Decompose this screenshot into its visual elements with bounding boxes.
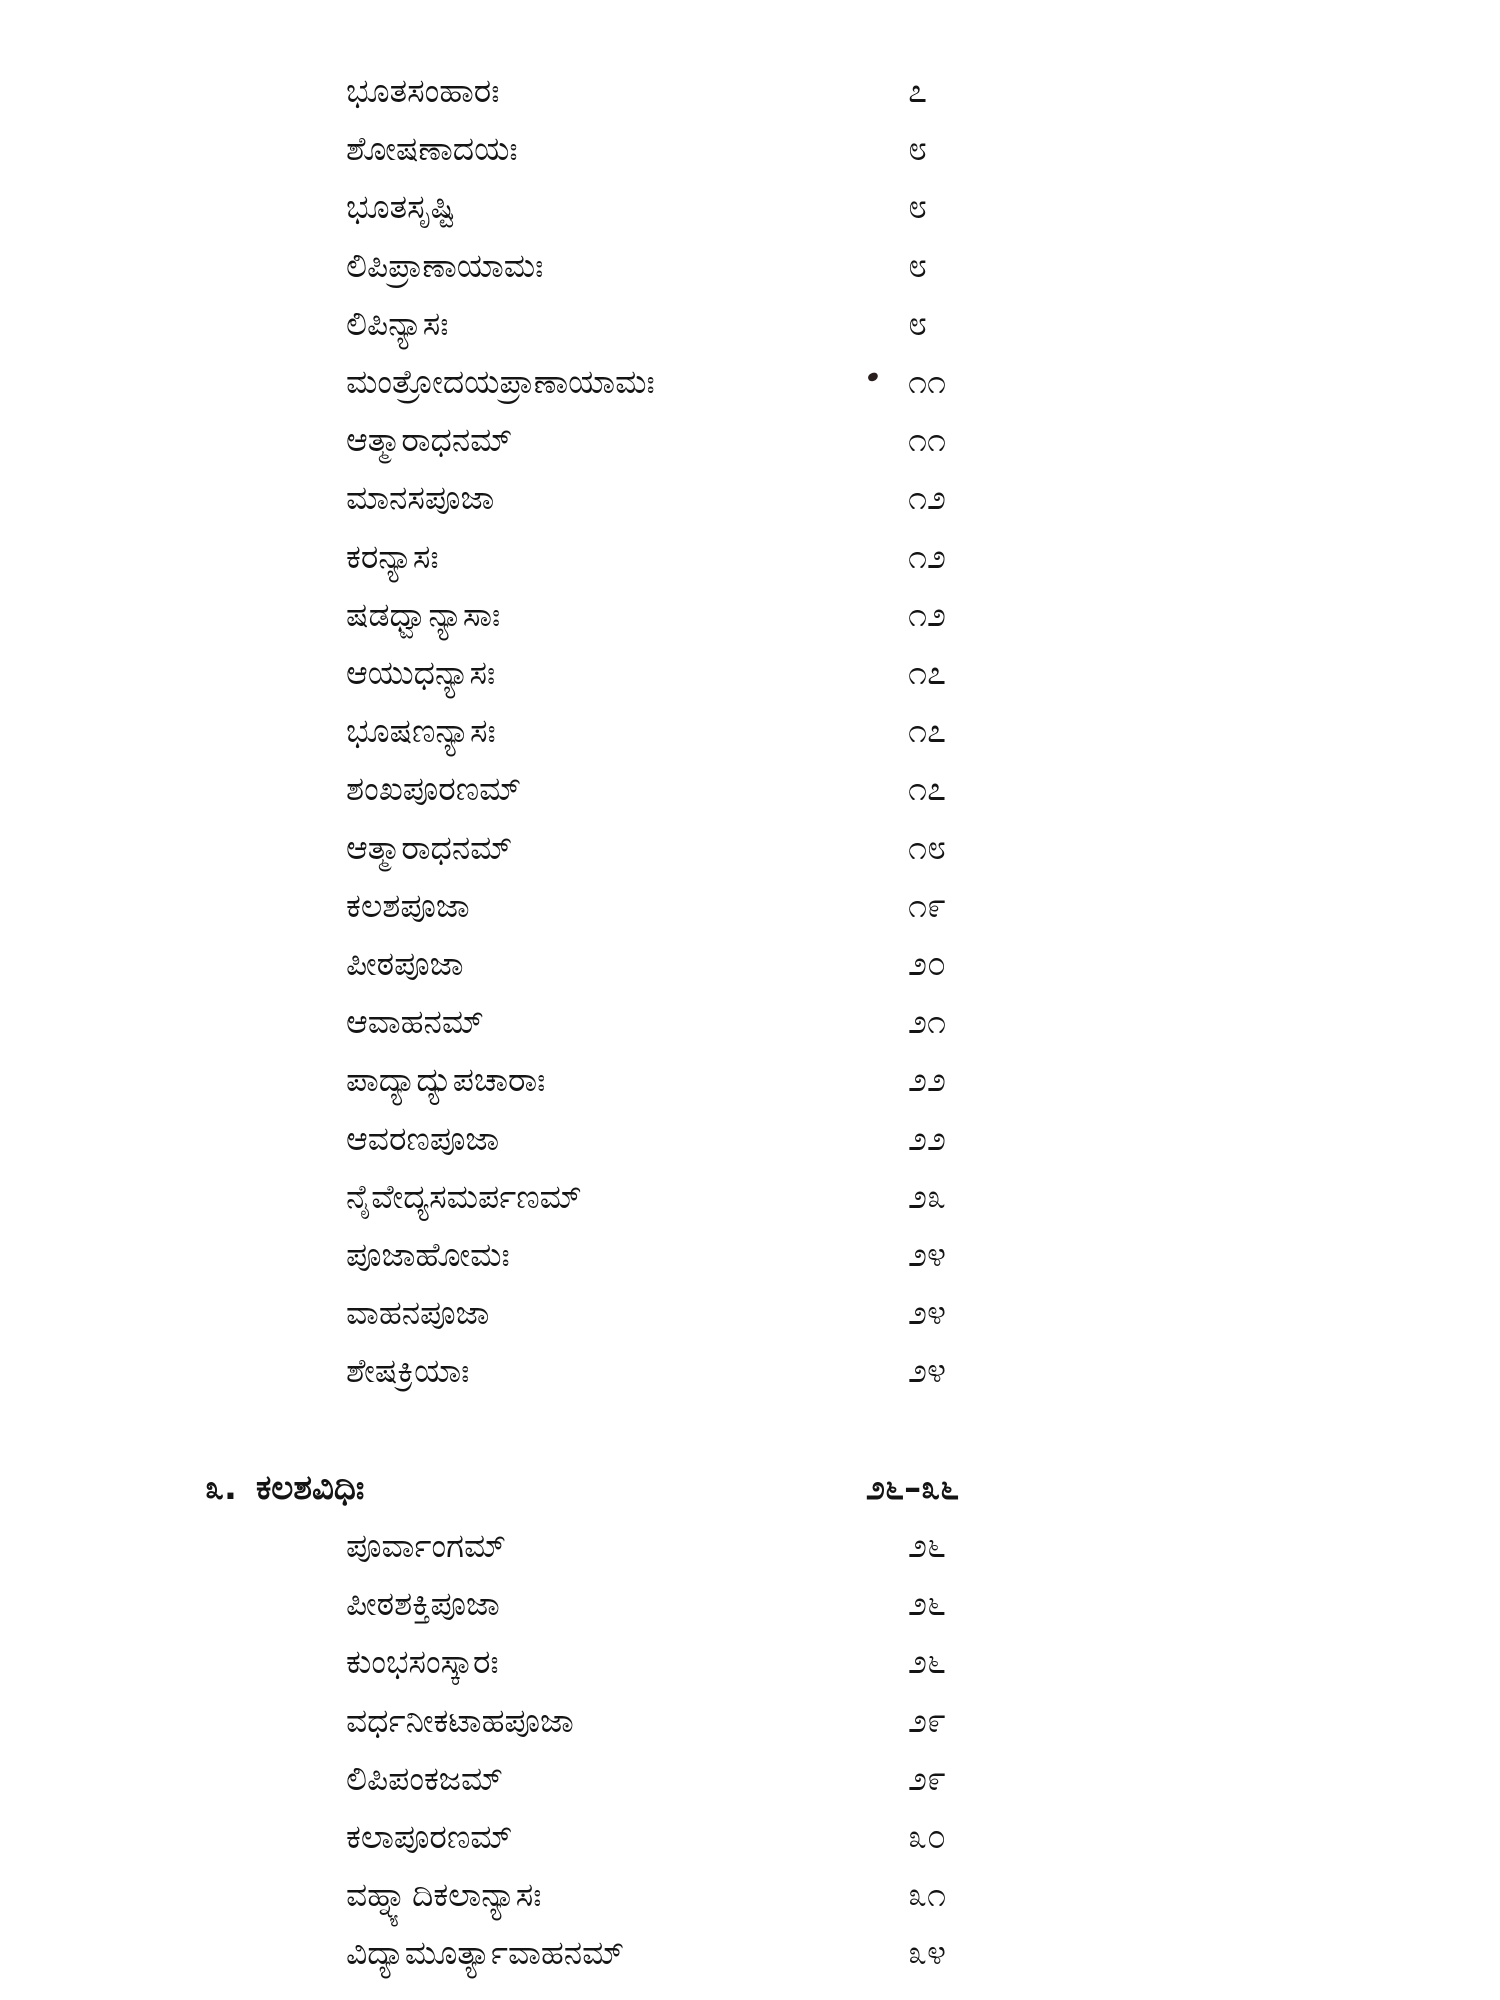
entry-title: ಲಿಪಿಪಂಕಜಮ್ (346, 1758, 504, 1798)
entry-title: ಆವಾಹನಮ್ (346, 1002, 484, 1042)
entry-page-number: ೧೧ (908, 362, 947, 402)
entry-page-number: ೧೨ (908, 594, 947, 635)
toc-entry (0, 936, 1500, 992)
entry-title: ಶೋಷಣಾದಯಃ (346, 129, 518, 169)
section-heading (0, 1460, 1500, 1516)
entry-page-number: ೨೪ (908, 1235, 947, 1275)
toc-entry (0, 121, 1500, 177)
section-number: ೩. (205, 1468, 237, 1508)
toc-entry (0, 179, 1500, 235)
toc-entry (0, 703, 1500, 759)
toc-entry (0, 529, 1500, 585)
toc-entry (0, 412, 1500, 468)
entry-title: ವಹ್ನ್ಯಾದಿಕಲಾನ್ಯಾಸಃ (346, 1875, 542, 1915)
entry-page-number: ೨೬ (908, 1642, 947, 1683)
toc-entry (0, 587, 1500, 643)
entry-title: ವಾಹನಪೂಜಾ (346, 1293, 490, 1333)
toc-entry (0, 1518, 1500, 1574)
entry-page-number: ೨೬ (908, 1526, 947, 1566)
entry-title: ನೈವೇದ್ಯಸಮರ್ಪಣಮ್ (346, 1176, 582, 1216)
entry-title: ವಿದ್ಯಾಮೂರ್ತ್ಯಾವಾಹನಮ್ (346, 1933, 625, 1973)
entry-title: ಶಂಖಪೂರಣಮ್ (346, 769, 522, 809)
entry-title: ಮಾನಸಪೂಜಾ (346, 478, 495, 518)
entry-title: ಆತ್ಮಾರಾಧನಮ್ (346, 420, 513, 460)
entry-page-number: ೩೧ (908, 1875, 947, 1916)
toc-entry (0, 1576, 1500, 1632)
toc-entry (0, 1693, 1500, 1749)
entry-page-number: ೧೯ (908, 885, 947, 926)
entry-page-number: ೮ (908, 129, 928, 170)
entry-page-number: ೮ (908, 303, 928, 344)
entry-title: ವರ್ಧನೀಕಟಾಹಪೂಜಾ (346, 1700, 574, 1740)
entry-title: ಭೂಷಣನ್ಯಾಸಃ (346, 711, 496, 751)
toc-entry (0, 238, 1500, 294)
entry-page-number: ೨೬ (908, 1584, 947, 1625)
toc-entry (0, 1867, 1500, 1923)
toc-entry (0, 63, 1500, 119)
toc-entry (0, 645, 1500, 701)
entry-title: ಲಿಪಿನ್ಯಾಸಃ (346, 303, 449, 343)
entry-title: ಭೂತಸೃಷ್ಟಿ (346, 187, 456, 227)
toc-entry (0, 1052, 1500, 1108)
entry-title: ಆತ್ಮಾರಾಧನಮ್ (346, 827, 513, 867)
toc-entry (0, 820, 1500, 876)
entry-title: ಕಲಾಪೂರಣಮ್ (346, 1817, 513, 1856)
entry-title: ಪಾದ್ಯಾದ್ಯುಪಚಾರಾಃ (346, 1060, 546, 1100)
entry-title: ಆಯುಧನ್ಯಾಸಃ (346, 653, 496, 692)
entry-page-number: ೧೭ (908, 711, 947, 752)
toc-entry (0, 1227, 1500, 1283)
entry-page-number: ೭ (908, 71, 928, 111)
entry-page-number: ೧೨ (908, 478, 947, 519)
toc-entry (0, 994, 1500, 1050)
entry-page-number: ೧೭ (908, 769, 947, 810)
entry-title: ಪೂರ್ವಾಂಗಮ್ (346, 1526, 507, 1565)
entry-page-number: ೨೪ (908, 1293, 947, 1334)
entry-page-number: ೨೩ (908, 1176, 947, 1217)
entry-page-number: ೧೭ (908, 653, 947, 693)
entry-title: ಕುಂಭಸಂಸ್ಕಾರಃ (346, 1642, 499, 1682)
toc-entry (0, 354, 1500, 410)
entry-page-number: ೨೯ (908, 1700, 947, 1741)
section-page-range: ೨೬–೩೬ (866, 1468, 960, 1508)
toc-entry (0, 1285, 1500, 1341)
entry-page-number: ೧೮ (908, 827, 947, 868)
entry-page-number: ೮ (908, 245, 928, 286)
entry-title: ಮಂತ್ರೋದಯಪ್ರಾಣಾಯಾಮಃ (346, 362, 655, 401)
toc-entry (0, 878, 1500, 934)
entry-title: ಷಡಧ್ವಾನ್ಯಾಸಾಃ (346, 594, 501, 634)
entry-title: ಲಿಪಿಪ್ರಾಣಾಯಾಮಃ (346, 245, 544, 285)
entry-title: ಪೀಠಪೂಜಾ (346, 944, 464, 983)
entry-title: ಪೀಠಶಕ್ತಿಪೂಜಾ (346, 1584, 500, 1624)
toc-entry (0, 1634, 1500, 1690)
entry-page-number: ೩೪ (908, 1933, 947, 1974)
entry-page-number: ೧೨ (908, 536, 947, 577)
entry-page-number: ೨೦ (908, 944, 947, 984)
entry-title: ಕಲಶಪೂಜಾ (346, 885, 470, 925)
toc-entry (0, 296, 1500, 352)
entry-page-number: ೩೦ (908, 1817, 947, 1857)
entry-title: ಭೂತಸಂಹಾರಃ (346, 71, 500, 110)
entry-page-number: ೨೨ (908, 1118, 947, 1159)
toc-entry (0, 1751, 1500, 1807)
section-title: ಕಲಶವಿಧಿಃ (256, 1468, 365, 1508)
entry-page-number: ೨೧ (908, 1002, 947, 1043)
entry-title: ಶೇಷಕ್ರಿಯಾಃ (346, 1351, 470, 1391)
toc-entry (0, 470, 1500, 526)
entry-page-number: ೨೪ (908, 1351, 947, 1392)
toc-entry (0, 761, 1500, 817)
entry-title: ಆವರಣಪೂಜಾ (346, 1118, 500, 1158)
entry-page-number: ೮ (908, 187, 928, 228)
entry-page-number: ೧೧ (908, 420, 947, 461)
entry-page-number: ೨೨ (908, 1060, 947, 1101)
toc-entry (0, 1809, 1500, 1865)
entry-title: ಕರನ್ಯಾಸಃ (346, 536, 439, 576)
toc-entry (0, 1111, 1500, 1167)
toc-entry (0, 1169, 1500, 1225)
entry-title: ಪೂಜಾಹೋಮಃ (346, 1235, 510, 1274)
entry-page-number: ೨೯ (908, 1758, 947, 1799)
toc-entry (0, 1343, 1500, 1399)
toc-entry (0, 1925, 1500, 1981)
